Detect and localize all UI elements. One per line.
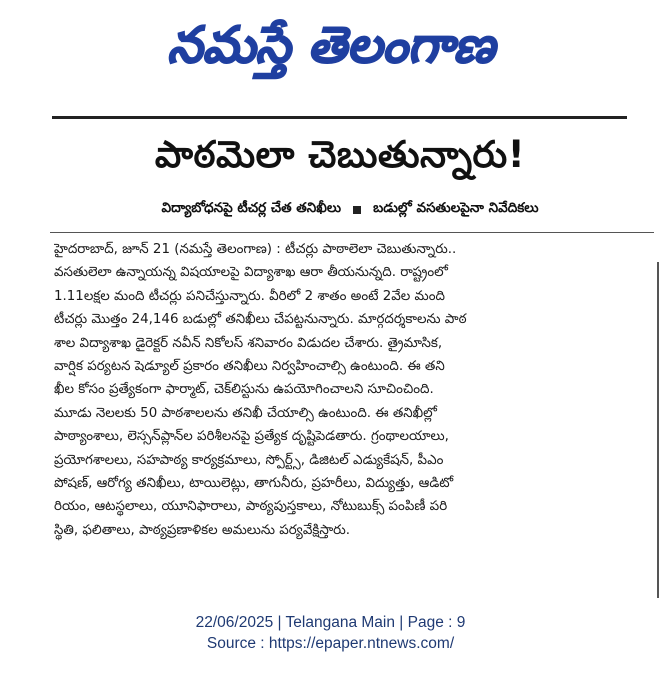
article-line: హైదరాబాద్, జూన్ 21 (నమస్తే తెలంగాణ) : టీచర్లు పాఠాలెలా చెబుతున్నారు.. xyxy=(54,242,457,257)
subheadline xyxy=(60,200,640,219)
article-line: శాల విద్యాశాఖ డైరెక్టర్ నవీన్ నికోలస్ శనివారం విడుదల చేశారు. త్రైమాసిక, xyxy=(54,335,443,351)
article-line: పోషణ్, ఆరోగ్య తనిఖీలు, టాయిలెట్లు, తాగునీరు, ప్రహరీలు, విద్యుత్తు, ఆడిటో xyxy=(54,476,454,492)
article-line: టీచర్లు మొత్తం 24,146 బడుల్లో తనిఖీలు చేపట్టనున్నారు. మార్గదర్శకాలను పాఠ xyxy=(54,312,467,328)
article-line: వసతులెలా ఉన్నాయన్న విషయాలపై విద్యాశాఖ ఆరా తీయనున్నది. రాష్ట్రంలో xyxy=(54,265,448,281)
square-bullet-icon xyxy=(353,206,361,214)
column-rule xyxy=(657,262,659,598)
footer-edition: 22/06/2025 | Telangana Main | Page : 9 xyxy=(195,614,466,631)
top-rule xyxy=(52,116,627,119)
masthead-title: నమస్తే తెలంగాణ xyxy=(166,16,495,74)
article-line: మూడు నెలలకు 50 పాఠశాలలను తనిఖీ చేయాల్సి ఉంటుంది. ఈ తనిఖీల్లో xyxy=(54,405,437,421)
article-line: 1.11లక్షల మంది టీచర్లు పనిచేస్తున్నారు. వీరిలో 2 శాతం అంటే 2వేల మంది xyxy=(54,288,445,304)
headline: పాఠమెలా చెబుతున్నారు! xyxy=(154,133,526,176)
footer xyxy=(0,612,661,654)
article-line: స్థితి, ఫలితాలు, పాఠ్యప్రణాళికల అమలును పర్యవేక్షిస్తారు. xyxy=(54,522,350,538)
masthead xyxy=(0,4,661,82)
subheadline-right: బడుల్లో వసతులపైనా నివేదికలు xyxy=(373,200,539,216)
article-body xyxy=(54,238,646,542)
masthead-logo xyxy=(121,4,541,82)
subheadline-left: విద్యాబోధనపై టీచర్ల చేత తనిఖీలు xyxy=(161,200,342,216)
article-line: రియం, ఆటస్థలాలు, యూనిఫారాలు, పాఠ్యపుస్తకాలు, నోటుబుక్స్ పంపిణీ పరి xyxy=(54,499,448,515)
article-line: వార్షిక పర్యటన షెడ్యూల్ ప్రకారం తనిఖీలు నిర్వహించాల్సి ఉంటుంది. ఈ తని xyxy=(54,359,445,375)
footer-source: Source : https://epaper.ntnews.com/ xyxy=(206,635,455,652)
article-line: పాఠ్యాంశాలు, లెస్సన్‌ప్లాన్‌ల పరిశీలనపై ప్రత్యేక దృష్టిపెడతారు. గ్రంథాలయాలు, xyxy=(54,429,449,445)
article-line: ప్రయోగశాలలు, సహపాఠ్య కార్యక్రమాలు, స్పోర్ట్స్, డిజిటల్ ఎడ్యుకేషన్, పీఎం xyxy=(54,452,444,468)
article-line: ఖీల కోసం ప్రత్యేకంగా ఫార్మాట్, చెక్‌లిస్టును ఉపయోగించాలని సూచించింది. xyxy=(54,382,434,398)
